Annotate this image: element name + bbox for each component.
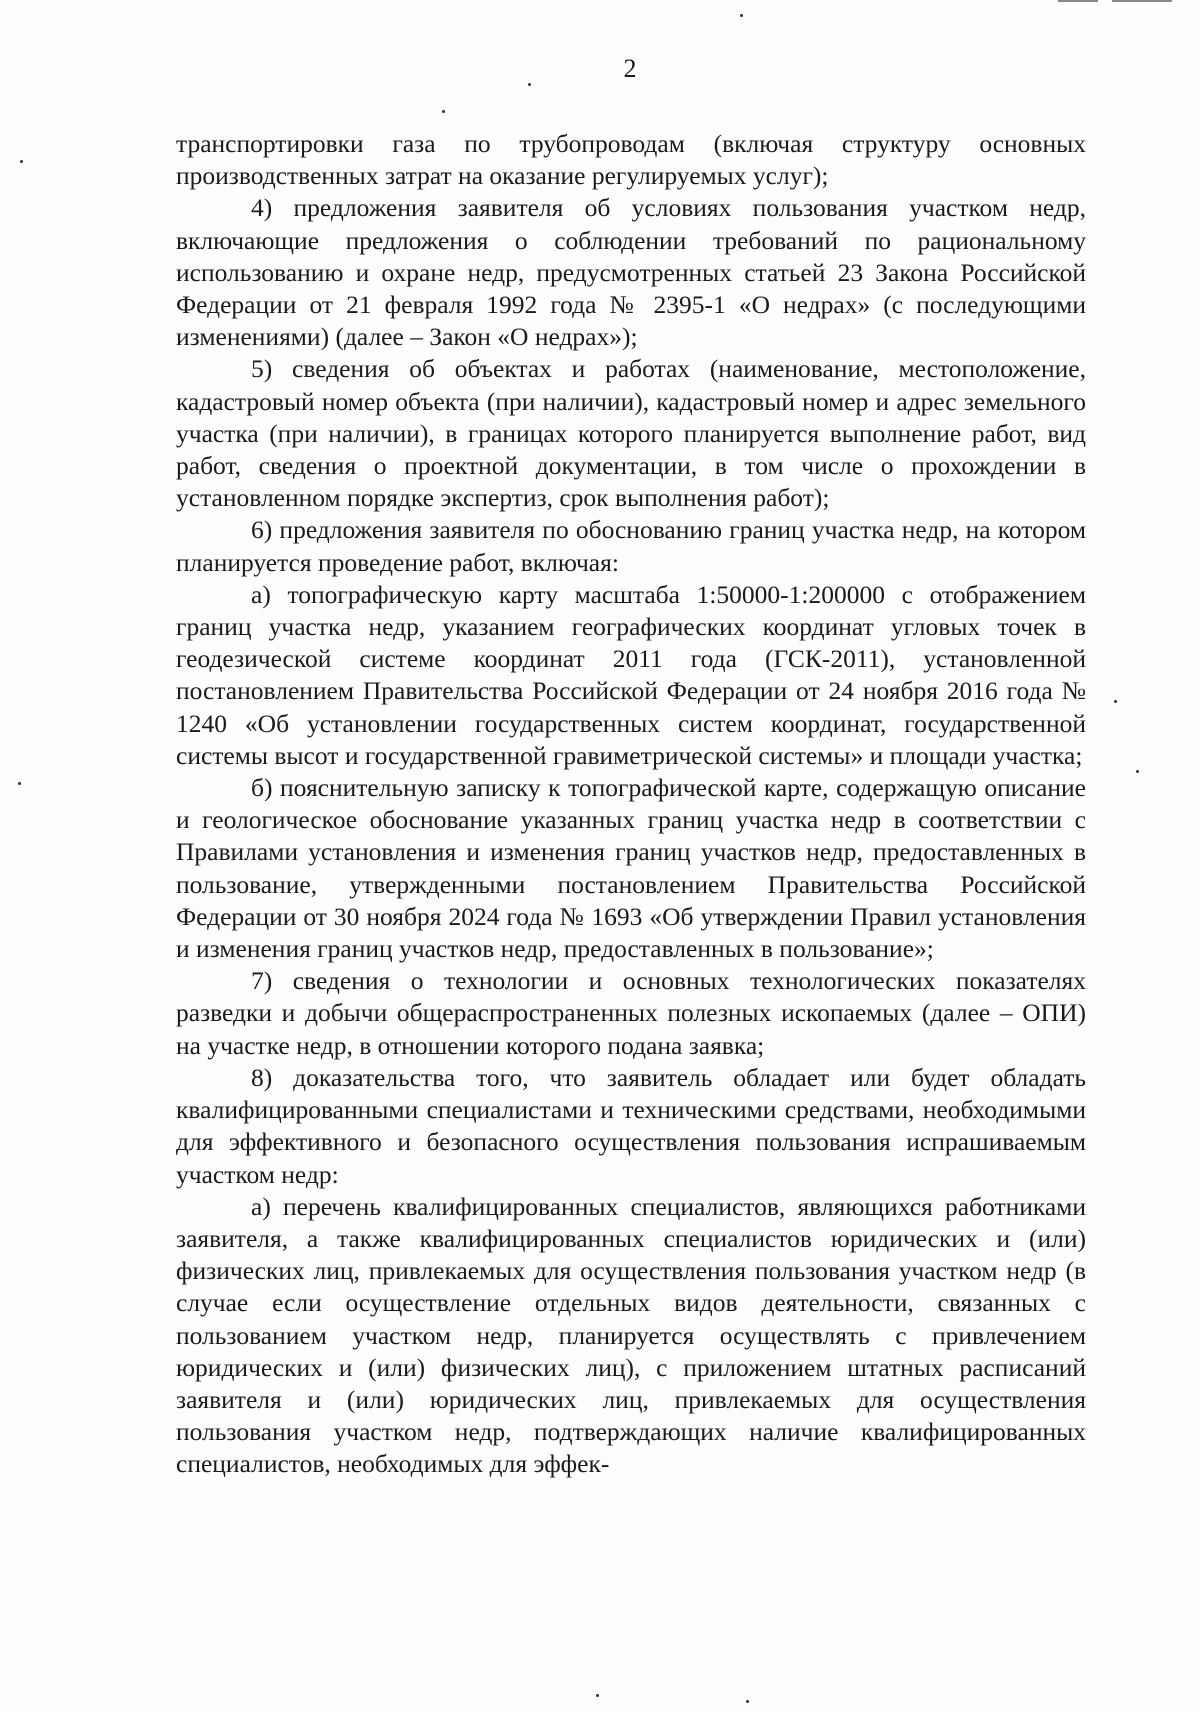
scan-speck — [740, 14, 743, 17]
scan-speck — [1114, 700, 1117, 703]
paragraph-continuation: транспортировки газа по трубопроводам (включая структуру основных производственных затрат на оказание регулируемых услуг); — [176, 129, 1086, 191]
paragraph-item-6: 6) предложения заявителя по обоснованию границ участка недр, на котором планируется проведение работ, включая: — [176, 515, 1086, 577]
paragraph-item-5: 5) сведения об объектах и работах (наименование, местоположение, кадастровый номер объекта (при наличии), кадастровый номер и адрес земельного участка (при наличии), в границах которого планируется выполнение работ, вид работ, сведения о проектной документации, в том числе о прохождении в установленном порядке экспертиз, срок выполнения работ); — [176, 354, 1086, 513]
scan-speck — [20, 160, 23, 163]
paragraph-item-6b: б) пояснительную записку к топографической карте, содержащую описание и геологическое обоснование указанных границ участка недр в соответствии с Правилами установления и изменения границ участков недр, предоставленных в пользование, утвержденными постановлением Правительства Российской Федерации от 30 ноября 2024 года № 1693 «Об утверждении Правил установления и изменения границ участков недр, предоставленных в пользование»; — [176, 773, 1086, 964]
paragraph-item-6a: а) топографическую карту масштаба 1:50000-1:200000 с отображением границ участка недр, указанием географических координат угловых точек в геодезической системе координат 2011 года (ГСК-2011), установленной постановлением Правительства Российской Федерации от 24 ноября 2016 года № 1240 «Об установлении государственных систем координат, государственной системы высот и государственной гравиметрической системы» и площади участка; — [176, 579, 1086, 770]
scan-speck — [442, 110, 445, 113]
document-body — [176, 128, 1086, 1481]
paragraph-item-4: 4) предложения заявителя об условиях пользования участком недр, включающие предложения о соблюдении требований по рациональному использованию и охране недр, предусмотренных статьей 23 Закона Российской Федерации от 21 февраля 1992 года № 2395-1 «О недрах» (с последующими изменениями) (далее – Закон «О недрах»); — [176, 193, 1086, 352]
scan-speck — [746, 1700, 749, 1703]
scan-edge-mark — [1112, 0, 1172, 2]
scan-speck — [1136, 770, 1139, 773]
page-number: 2 — [623, 54, 637, 83]
paragraph-item-8a: а) перечень квалифицированных специалистов, являющихся работниками заявителя, а также квалифицированных специалистов юридических и (или) физических лиц, привлекаемых для осуществления пользования участком недр (в случае если осуществление отдельных видов деятельности, связанных с пользованием участком недр, планируется осуществлять с привлечением юридических и (или) физических лиц), с приложением штатных расписаний заявителя и (или) юридических лиц, привлекаемых для осуществления пользования участком недр, подтверждающих наличие квалифицированных специалистов, необходимых для эффек- — [176, 1191, 1086, 1479]
scan-speck — [596, 1694, 599, 1697]
scan-edge-mark — [1058, 0, 1098, 2]
paragraph-item-8: 8) доказательства того, что заявитель обладает или будет обладать квалифицированными специалистами и техническими средствами, необходимыми для эффективного и безопасного осуществления пользования испрашиваемым участком недр: — [176, 1062, 1086, 1189]
scan-speck — [18, 782, 21, 785]
paragraph-item-7: 7) сведения о технологии и основных технологических показателях разведки и добычи общераспространенных полезных ископаемых (далее – ОПИ) на участке недр, в отношении которого подана заявка; — [176, 966, 1086, 1060]
